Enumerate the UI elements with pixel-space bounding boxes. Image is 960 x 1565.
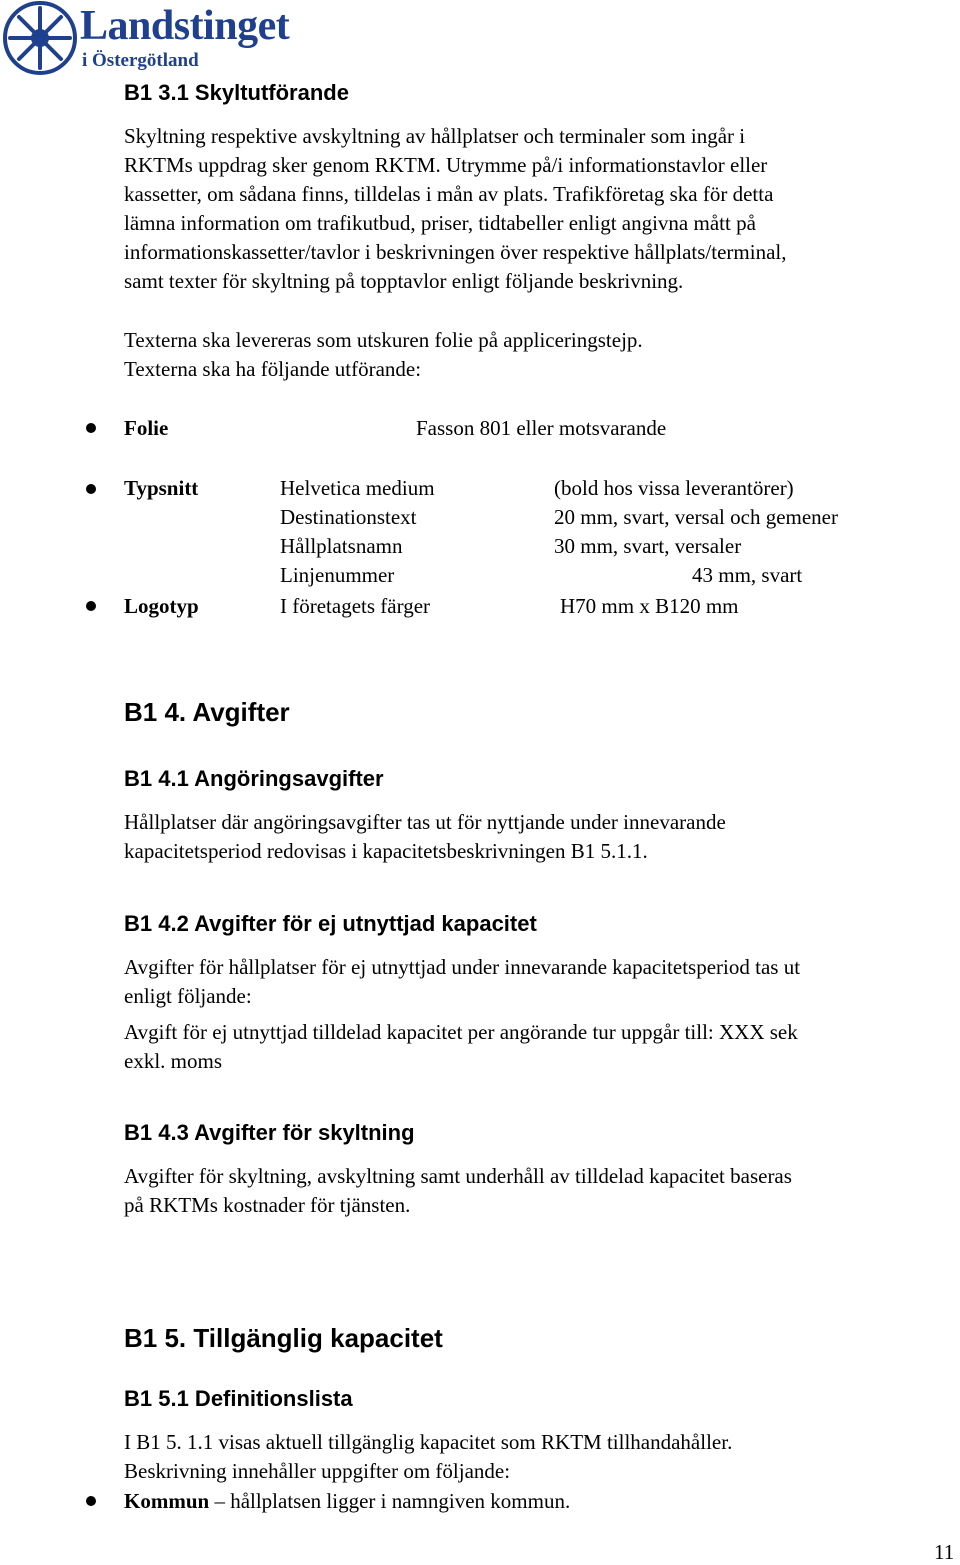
section-3-1-heading: B1 3.1 Skyltutförande bbox=[124, 80, 349, 105]
logo-title: Landstinget bbox=[80, 3, 290, 49]
bullet-icon bbox=[86, 1496, 96, 1506]
typsnitt-value: (bold hos vissa leverantörer) bbox=[554, 476, 794, 500]
paragraph-line: Avgifter för skyltning, avskyltning samt underhåll av tilldelad kapacitet baseras bbox=[124, 1164, 792, 1188]
page-number: 11 bbox=[934, 1540, 955, 1564]
section-5-1-heading: B1 5.1 Definitionslista bbox=[124, 1386, 353, 1411]
paragraph-line: Avgifter för hållplatser för ej utnyttjad under innevarande kapacitetsperiod tas ut bbox=[124, 955, 801, 979]
paragraph-line: I B1 5. 1.1 visas aktuell tillgänglig kapacitet som RKTM tillhandahåller. bbox=[124, 1430, 733, 1454]
paragraph-line: på RKTMs kostnader för tjänsten. bbox=[124, 1193, 411, 1217]
paragraph-line: kassetter, om sådana finns, tilldelas i mån av plats. Trafikföretag ska för detta bbox=[124, 182, 774, 206]
section-4-2-heading: B1 4.2 Avgifter för ej utnyttjad kapacitet bbox=[124, 911, 537, 936]
paragraph-line: Texterna ska levereras som utskuren folie på appliceringstejp. bbox=[124, 328, 643, 352]
paragraph-line: lämna information om trafikutbud, priser, tidtabeller enligt angivna mått på bbox=[124, 211, 756, 235]
bullet-icon bbox=[86, 423, 96, 433]
paragraph-line: Skyltning respektive avskyltning av hållplatser och terminaler som ingår i bbox=[124, 124, 746, 148]
paragraph-line: samt texter för skyltning på topptavlor enligt följande beskrivning. bbox=[124, 269, 684, 293]
section-4-3-heading: B1 4.3 Avgifter för skyltning bbox=[124, 1120, 415, 1145]
kommun-text: – hållplatsen ligger i namngiven kommun. bbox=[209, 1489, 571, 1513]
logotyp-label: Logotyp bbox=[124, 594, 199, 618]
kommun-label: Kommun bbox=[124, 1489, 210, 1513]
paragraph-line: Texterna ska ha följande utförande: bbox=[124, 357, 422, 381]
folie-value: Fasson 801 eller motsvarande bbox=[416, 416, 667, 440]
paragraph-line: Beskrivning innehåller uppgifter om följande: bbox=[124, 1459, 511, 1483]
paragraph-line: informationskassetter/tavlor i beskrivningen över respektive hållplats/terminal, bbox=[124, 240, 787, 264]
bullet-icon bbox=[86, 601, 96, 611]
kommun-item bbox=[124, 1489, 570, 1514]
typsnitt-name: Linjenummer bbox=[280, 563, 395, 587]
typsnitt-value: 43 mm, svart bbox=[692, 563, 803, 587]
paragraph-line: kapacitetsperiod redovisas i kapacitetsbeskrivningen B1 5.1.1. bbox=[124, 839, 648, 863]
typsnitt-name: Hållplatsnamn bbox=[280, 534, 403, 558]
typsnitt-value: 20 mm, svart, versal och gemener bbox=[554, 505, 838, 529]
typsnitt-name: Destinationstext bbox=[280, 505, 417, 529]
paragraph-line: enligt följande: bbox=[124, 984, 252, 1008]
paragraph-line: exkl. moms bbox=[124, 1049, 222, 1073]
folie-label: Folie bbox=[124, 416, 169, 440]
typsnitt-label: Typsnitt bbox=[124, 476, 199, 500]
typsnitt-value: 30 mm, svart, versaler bbox=[554, 534, 742, 558]
snowflake-emblem-icon bbox=[2, 0, 78, 76]
typsnitt-name: Helvetica medium bbox=[280, 476, 435, 500]
logotyp-value: H70 mm x B120 mm bbox=[560, 594, 739, 618]
logo-subtitle: i Östergötland bbox=[82, 50, 199, 71]
section-4-heading: B1 4. Avgifter bbox=[124, 697, 290, 727]
paragraph-line: RKTMs uppdrag sker genom RKTM. Utrymme på/i informationstavlor eller bbox=[124, 153, 768, 177]
section-5-heading: B1 5. Tillgänglig kapacitet bbox=[124, 1323, 443, 1353]
landstinget-logo bbox=[0, 0, 330, 78]
paragraph-line: Avgift för ej utnyttjad tilldelad kapacitet per angörande tur uppgår till: XXX sek bbox=[124, 1020, 798, 1044]
paragraph-line: Hållplatser där angöringsavgifter tas ut för nyttjande under innevarande bbox=[124, 810, 726, 834]
bullet-icon bbox=[86, 484, 96, 494]
logotyp-name: I företagets färger bbox=[280, 594, 431, 618]
section-4-1-heading: B1 4.1 Angöringsavgifter bbox=[124, 766, 384, 791]
